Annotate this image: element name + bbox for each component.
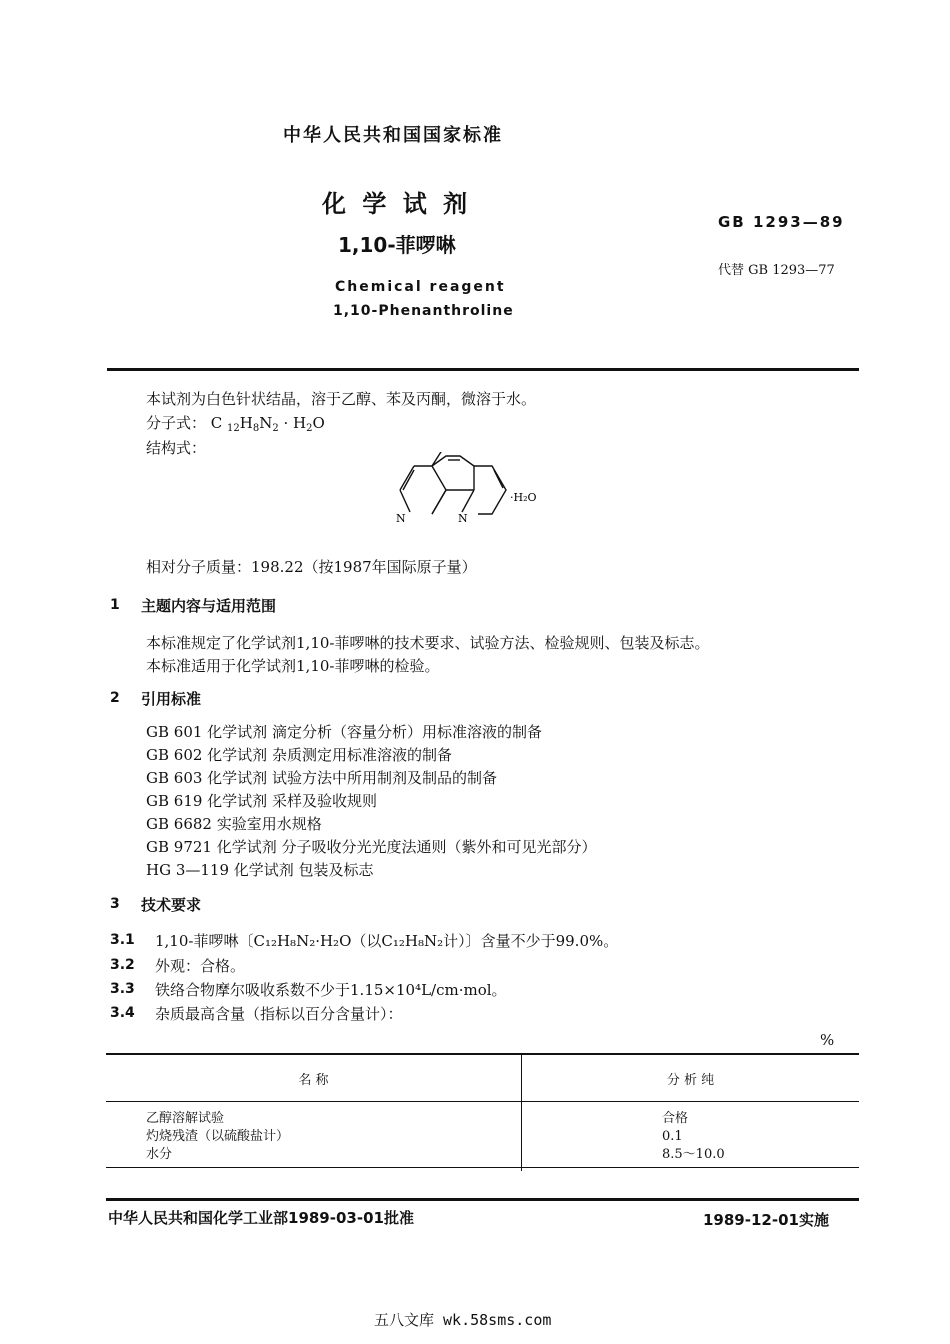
nitrogen-right: N <box>458 512 468 525</box>
molecular-weight: 相对分子质量：198.22（按1987年国际原子量） <box>146 558 477 576</box>
effective-date: 1989-12-01实施 <box>703 1211 829 1229</box>
section-1-line-1: 本标准规定了化学试剂1,10-菲啰啉的技术要求、试验方法、检验规则、包装及标志。 <box>146 634 710 652</box>
item-3-2-number: 3.2 <box>110 957 135 973</box>
reference-item: GB 601 化学试剂 滴定分析（容量分析）用标准溶液的制备 <box>146 723 542 741</box>
column-header-grade: 分 析 纯 <box>522 1055 860 1102</box>
hydrate-label: ·H₂O <box>510 491 537 504</box>
name-cell <box>106 1102 522 1172</box>
reference-item: GB 602 化学试剂 杂质测定用标准溶液的制备 <box>146 746 452 764</box>
reference-list <box>146 721 597 882</box>
header-rule <box>107 368 859 371</box>
column-header-name: 名 称 <box>106 1055 522 1102</box>
phenanthroline-structure <box>370 452 550 532</box>
table-row-value: 8.5～10.0 <box>662 1147 725 1162</box>
english-title: Chemical reagent <box>335 279 506 295</box>
table-row-value: 合格 <box>662 1111 689 1126</box>
section-1-line-2: 本标准适用于化学试剂1,10-菲啰啉的检验。 <box>146 657 440 675</box>
impurity-table <box>106 1055 859 1171</box>
item-3-1-text: 1,10-菲啰啉〔C₁₂H₈N₂·H₂O（以C₁₂H₈N₂计）〕含量不少于99.0%。 <box>155 932 619 950</box>
reference-item: GB 603 化学试剂 试验方法中所用制剂及制品的制备 <box>146 769 497 787</box>
section-1-number: 1 <box>110 597 120 613</box>
document-subtitle: 1,10-菲啰啉 <box>338 233 456 257</box>
table-row-name: 乙醇溶解试验 <box>146 1111 225 1126</box>
table-row-name: 灼烧残渣（以硫酸盐计） <box>146 1129 290 1144</box>
item-3-2-text: 外观：合格。 <box>155 957 246 975</box>
item-3-4-text: 杂质最高含量（指标以百分含量计）： <box>155 1005 403 1023</box>
item-3-4-number: 3.4 <box>110 1005 135 1021</box>
footer-rule <box>106 1198 859 1201</box>
section-2-title: 引用标准 <box>141 690 202 708</box>
table-bottom-rule <box>106 1167 859 1168</box>
table-body <box>106 1102 859 1172</box>
nitrogen-left: N <box>396 512 406 525</box>
section-3-title: 技术要求 <box>141 896 202 914</box>
watermark: 五八文库 wk.58sms.com <box>374 1311 552 1329</box>
national-standard-title: 中华人民共和国国家标准 <box>283 125 503 146</box>
section-2-number: 2 <box>110 690 120 706</box>
table-row-name: 水分 <box>146 1147 173 1162</box>
table-row-value: 0.1 <box>662 1129 683 1144</box>
reference-item: GB 6682 实验室用水规格 <box>146 815 322 833</box>
standard-code: GB 1293—89 <box>718 213 845 231</box>
value-cell <box>522 1102 860 1172</box>
item-3-3-number: 3.3 <box>110 981 135 997</box>
english-subtitle: 1,10-Phenanthroline <box>333 303 514 319</box>
table-header-row <box>106 1055 859 1102</box>
item-3-1-number: 3.1 <box>110 932 135 948</box>
molecular-formula: 分子式： C $_{12}H_8N_2 \cdot H_2O$ <box>146 414 325 434</box>
table-unit: % <box>820 1031 835 1049</box>
section-3-number: 3 <box>110 896 120 912</box>
intro-description: 本试剂为白色针状结晶，溶于乙醇、苯及丙酮，微溶于水。 <box>146 390 537 408</box>
replaces-note: 代替 GB 1293—77 <box>718 263 835 278</box>
approval-line: 中华人民共和国化学工业部1989-03-01批准 <box>108 1209 414 1227</box>
section-1-title: 主题内容与适用范围 <box>141 597 277 615</box>
document-title: 化 学 试 剂 <box>322 190 472 218</box>
item-3-3-text: 铁络合物摩尔吸收系数不少于1.15×10⁴L/cm·mol。 <box>155 981 507 999</box>
structure-label: 结构式： <box>146 439 207 457</box>
formula-label: 分子式： <box>146 414 207 432</box>
reference-item: GB 9721 化学试剂 分子吸收分光光度法通则（紫外和可见光部分） <box>146 838 597 856</box>
reference-item: HG 3—119 化学试剂 包装及标志 <box>146 861 374 879</box>
reference-item: GB 619 化学试剂 采样及验收规则 <box>146 792 377 810</box>
